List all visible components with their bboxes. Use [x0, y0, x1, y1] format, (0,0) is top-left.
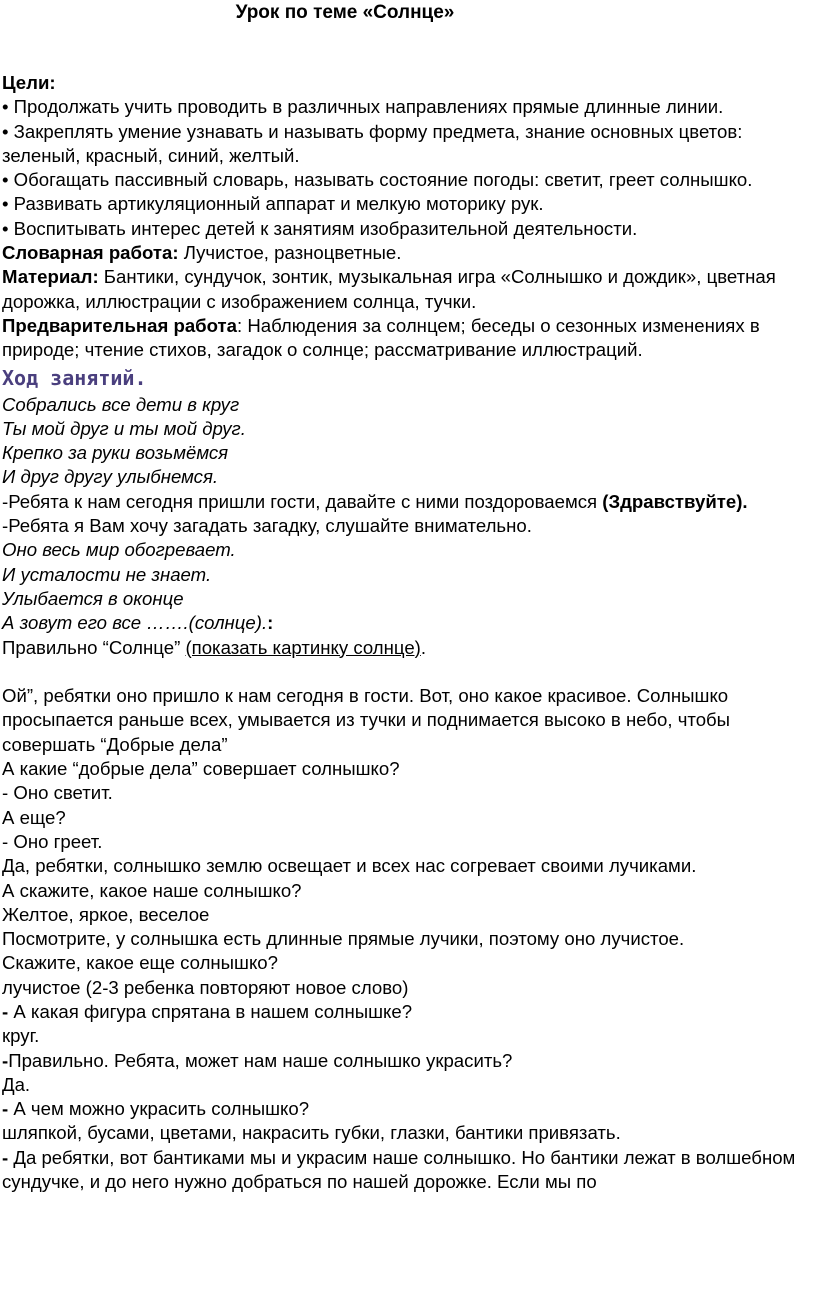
- dialog-dash: -: [2, 1146, 9, 1168]
- dialog-line: [2, 1097, 814, 1121]
- dialog-text: - Оно греет.: [2, 830, 103, 852]
- greet-paragraph: [2, 490, 814, 514]
- show-picture-note: (показать картинку солнце): [185, 636, 421, 658]
- vocab-text: Лучистое, разноцветные.: [178, 242, 402, 264]
- goals-label: Цели:: [2, 72, 56, 93]
- dialog-line: [2, 976, 814, 1000]
- dialog-text: Да, ребятки, солнышко землю освещает и всех нас согревает своими лучиками.: [2, 855, 697, 877]
- dialog-line: [2, 1146, 814, 1195]
- dialog-text: Правильно. Ребята, может нам наше солнышко украсить?: [8, 1049, 513, 1071]
- poem-line: Ты мой друг и ты мой друг.: [2, 417, 246, 439]
- dialog-line: [2, 854, 814, 878]
- goal-item: • Продолжать учить проводить в различных направлениях прямые длинные линии.: [2, 96, 724, 118]
- oi-paragraph: Ой”, ребятки оно пришло к нам сегодня в гости. Вот, оно какое красивое. Солнышко просыпается раньше всех, умывается из тучки и поднимается высоко в небо, чтобы совершать “Добрые дела”: [2, 685, 731, 755]
- riddle-last-text: А зовут его все …….(солнце).: [2, 612, 268, 634]
- dialog-text: Посмотрите, у солнышка есть длинные прямые лучики, поэтому оно лучистое.: [2, 928, 685, 950]
- dialog-lines: [2, 757, 814, 1194]
- dialog-text: А какая фигура спрятана в нашем солнышке?: [8, 1000, 413, 1022]
- poem-line: И друг другу улыбнемся.: [2, 466, 219, 488]
- material-label: Материал:: [2, 266, 99, 288]
- document-title: Урок по теме «Солнце»: [235, 2, 455, 23]
- riddle-poem: [2, 538, 814, 611]
- correct-text: Правильно “Солнце”: [2, 636, 186, 658]
- document-body: [2, 71, 814, 1194]
- dialog-text: Да.: [2, 1073, 31, 1095]
- dialog-text: шляпкой, бусами, цветами, накрасить губки, глазки, бантики привязать.: [2, 1122, 621, 1144]
- material-paragraph: [2, 265, 814, 314]
- vocab-label: Словарная работа:: [2, 242, 179, 264]
- prelim-paragraph: [2, 314, 814, 363]
- riddle-line: И усталости не знает.: [2, 563, 212, 585]
- dialog-line: [2, 1121, 814, 1145]
- course-heading: Ход занятий.: [2, 365, 147, 390]
- riddle-line: Улыбается в оконце: [2, 587, 184, 609]
- dialog-text: - Оно светит.: [2, 782, 113, 804]
- dialog-text: А еще?: [2, 806, 66, 828]
- correct-end: .: [420, 636, 427, 658]
- dialog-dash: -: [2, 1049, 9, 1071]
- riddle-intro: -Ребята я Вам хочу загадать загадку, слушайте внимательно.: [2, 515, 532, 537]
- dialog-line: [2, 903, 814, 927]
- correct-paragraph: [2, 636, 814, 660]
- prelim-label: Предварительная работа: [2, 314, 237, 336]
- dialog-line: [2, 927, 814, 951]
- goal-item: • Воспитывать интерес детей к занятиям изобразительной деятельности.: [2, 217, 638, 239]
- dialog-text: А скажите, какое наше солнышко?: [2, 879, 302, 901]
- dialog-dash: -: [2, 1098, 9, 1120]
- blank-line: [2, 660, 814, 684]
- vocab-paragraph: [2, 241, 814, 265]
- dialog-line: [2, 879, 814, 903]
- dialog-line: [2, 1049, 814, 1073]
- dialog-line: [2, 951, 814, 975]
- dialog-line: [2, 781, 814, 805]
- riddle-last-line: [2, 611, 814, 635]
- dialog-line: [2, 830, 814, 854]
- greet-bold: (Здравствуйте).: [602, 490, 748, 512]
- dialog-text: Желтое, яркое, веселое: [2, 903, 210, 925]
- dialog-text: лучистое (2-3 ребенка повторяют новое слово): [2, 976, 409, 998]
- greeting-poem: [2, 393, 814, 490]
- material-text: Бантики, сундучок, зонтик, музыкальная игра «Солнышко и дождик», цветная дорожка, иллюстрации с изображением солнца, тучки.: [2, 266, 776, 312]
- goals-list: [2, 95, 814, 241]
- goal-item: • Развивать артикуляционный аппарат и мелкую моторику рук.: [2, 193, 544, 215]
- dialog-line: [2, 757, 814, 781]
- goal-item: • Закреплять умение узнавать и называть форму предмета, знание основных цветов: зеленый, красный, синий, желтый.: [2, 120, 743, 166]
- prelim-text: : Наблюдения за солнцем; беседы о сезонных изменениях в природе; чтение стихов, загадок о солнце; рассматривание иллюстраций.: [2, 314, 760, 361]
- dialog-text: А чем можно украсить солнышко?: [8, 1098, 310, 1120]
- dialog-dash: -: [2, 1000, 9, 1022]
- dialog-line: [2, 1024, 814, 1048]
- dialog-line: [2, 1073, 814, 1097]
- dialog-text: круг.: [2, 1025, 40, 1047]
- riddle-last-colon: :: [267, 612, 274, 634]
- dialog-text: А какие “добрые дела” совершает солнышко?: [2, 758, 400, 780]
- poem-line: Крепко за руки возьмёмся: [2, 442, 229, 464]
- dialog-text: Да ребятки, вот бантиками мы и украсим наше солнышко. Но бантики лежат в волшебном сундучке, и до него нужно добраться по нашей дорожке. Если мы по: [2, 1146, 796, 1193]
- riddle-line: Оно весь мир обогревает.: [2, 539, 236, 561]
- greet-text: -Ребята к нам сегодня пришли гости, давайте с ними поздороваемся: [2, 490, 603, 512]
- dialog-line: [2, 1000, 814, 1024]
- dialog-text: Скажите, какое еще солнышко?: [2, 952, 278, 974]
- dialog-line: [2, 806, 814, 830]
- goal-item: • Обогащать пассивный словарь, называть состояние погоды: светит, греет солнышко.: [2, 169, 753, 191]
- poem-line: Собрались все дети в круг: [2, 393, 240, 415]
